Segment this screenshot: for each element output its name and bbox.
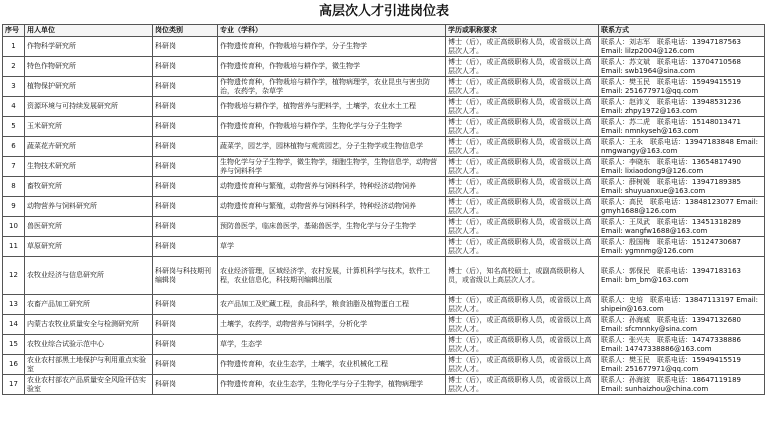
cell-contact: 联系人：苏二虎 联系电话：15148013471 Email: nmnkyseh@163.com (599, 117, 765, 137)
cell-no: 1 (3, 37, 25, 57)
table-row (3, 137, 765, 157)
table-row (3, 355, 765, 375)
cell-category: 科研岗 (153, 97, 218, 117)
cell-major: 动物遗传育种与繁殖，动物营养与饲料科学，特种经济动物饲养 (218, 197, 446, 217)
cell-major: 农业经济管理，区域经济学，农村发展，计算机科学与技术，软件工程，农业信息化，科技期刊编辑出版 (218, 257, 446, 295)
table-row (3, 57, 765, 77)
cell-major: 生物化学与分子生物学，微生物学，细胞生物学，生物信息学，动物营养与饲料科学 (218, 157, 446, 177)
cell-education: 博士（后），或正高级职称人员，或省级以上高层次人才。 (446, 177, 599, 197)
cell-unit: 草原研究所 (25, 237, 153, 257)
cell-category: 科研岗 (153, 157, 218, 177)
table-row (3, 37, 765, 57)
cell-education: 博士（后），或正高级职称人员，或省级以上高层次人才。 (446, 117, 599, 137)
cell-unit: 畜牧研究所 (25, 177, 153, 197)
cell-education: 博士（后），或正高级职称人员，或省级以上高层次人才。 (446, 197, 599, 217)
cell-unit: 特色作物研究所 (25, 57, 153, 77)
cell-category: 科研岗 (153, 117, 218, 137)
cell-category: 科研岗 (153, 295, 218, 315)
cell-no: 15 (3, 335, 25, 355)
header-contact: 联系方式 (599, 25, 765, 37)
cell-no: 14 (3, 315, 25, 335)
cell-education: 博士（后），知名高校硕士，或副高级职称人员，或省级以上高层次人才。 (446, 257, 599, 295)
cell-major: 作物遗传育种，农业生态学，土壤学，农业机械化工程 (218, 355, 446, 375)
cell-unit: 生物技术研究所 (25, 157, 153, 177)
cell-unit: 农畜产品加工研究所 (25, 295, 153, 315)
cell-contact: 联系人：樊玉民 联系电话：15949415519 Email: 251677971@qq.com (599, 77, 765, 97)
cell-category: 科研岗 (153, 57, 218, 77)
cell-no: 2 (3, 57, 25, 77)
cell-contact: 联系人：殷国梅 联系电话：15124730687 Email: ygmnmg@126.com (599, 237, 765, 257)
cell-category: 科研岗 (153, 335, 218, 355)
cell-no: 6 (3, 137, 25, 157)
cell-category: 科研岗 (153, 197, 218, 217)
cell-no: 4 (3, 97, 25, 117)
cell-unit: 作物科学研究所 (25, 37, 153, 57)
cell-unit: 资源环境与可持续发展研究所 (25, 97, 153, 117)
cell-no: 8 (3, 177, 25, 197)
table-row (3, 117, 765, 137)
table-header-row (3, 25, 765, 37)
table-body (3, 37, 765, 395)
cell-category: 科研岗 (153, 77, 218, 97)
cell-education: 博士（后），或正高级职称人员，或省级以上高层次人才。 (446, 355, 599, 375)
header-education: 学历或职称要求 (446, 25, 599, 37)
cell-no: 9 (3, 197, 25, 217)
cell-no: 13 (3, 295, 25, 315)
cell-unit: 农业农村部黑土地保护与利用重点实验室 (25, 355, 153, 375)
cell-no: 17 (3, 375, 25, 395)
cell-unit: 兽医研究所 (25, 217, 153, 237)
cell-unit: 农牧业综合试验示范中心 (25, 335, 153, 355)
cell-education: 博士（后），或正高级职称人员，或省级以上高层次人才。 (446, 237, 599, 257)
cell-category: 科研岗 (153, 37, 218, 57)
cell-major: 作物遗传育种，作物栽培与耕作学，植物病理学，农业昆虫与害虫防治，农药学，杂草学 (218, 77, 446, 97)
cell-major: 蔬菜学，园艺学，园林植物与观赏园艺，分子生物学或生物信息学 (218, 137, 446, 157)
table-row (3, 197, 765, 217)
cell-education: 博士（后），或正高级职称人员，或省级以上高层次人才。 (446, 217, 599, 237)
cell-education: 博士（后），或正高级职称人员，或省级以上高层次人才。 (446, 97, 599, 117)
cell-education: 博士（后），或正高级职称人员，或省级以上高层次人才。 (446, 157, 599, 177)
table-row (3, 157, 765, 177)
header-no: 序号 (3, 25, 25, 37)
cell-education: 博士（后），或正高级职称人员，或省级以上高层次人才。 (446, 335, 599, 355)
cell-major: 动物遗传育种与繁殖，动物营养与饲料科学，特种经济动物饲养 (218, 177, 446, 197)
cell-education: 博士（后），或正高级职称人员，或省级以上高层次人才。 (446, 315, 599, 335)
cell-no: 11 (3, 237, 25, 257)
cell-education: 博士（后），或正高级职称人员，或省级以上高层次人才。 (446, 137, 599, 157)
table-row (3, 217, 765, 237)
table-row (3, 295, 765, 315)
table-row (3, 257, 765, 295)
cell-category: 科研岗 (153, 355, 218, 375)
cell-contact: 联系人：樊玉民 联系电话：15949415519 Email: 251677971@qq.com (599, 355, 765, 375)
cell-major: 农产品加工及贮藏工程，食品科学，粮食油脂及植物蛋白工程 (218, 295, 446, 315)
cell-unit: 内蒙古农牧业质量安全与检测研究所 (25, 315, 153, 335)
cell-contact: 联系人：薛树媛 联系电话：13947189385 Email: shuyuanxue@163.com (599, 177, 765, 197)
table-row (3, 335, 765, 355)
cell-major: 作物遗传育种，作物栽培与耕作学，生物化学与分子生物学 (218, 117, 446, 137)
table-row (3, 97, 765, 117)
cell-unit: 玉米研究所 (25, 117, 153, 137)
cell-major: 作物遗传育种，作物栽培与耕作学，分子生物学 (218, 37, 446, 57)
cell-unit: 蔬菜花卉研究所 (25, 137, 153, 157)
cell-category: 科研岗 (153, 177, 218, 197)
cell-contact: 联系人：郭保民 联系电话：13947183163 Email: bm_bm@163.com (599, 257, 765, 295)
cell-major: 预防兽医学，临床兽医学，基础兽医学，生物化学与分子生物学 (218, 217, 446, 237)
cell-education: 博士（后），或正高级职称人员，或省级以上高层次人才。 (446, 57, 599, 77)
cell-category: 科研岗 (153, 137, 218, 157)
cell-contact: 联系人：史培 联系电话：13847113197 Email: shipein@163.com (599, 295, 765, 315)
cell-contact: 联系人：苏文斌 联系电话：13704710568 Email: swb1964@sina.com (599, 57, 765, 77)
cell-major: 土壤学，农药学，动物营养与饲料学，分析化学 (218, 315, 446, 335)
cell-category: 科研岗与科技期刊编辑岗 (153, 257, 218, 295)
cell-education: 博士（后），或正高级职称人员，或省级以上高层次人才。 (446, 77, 599, 97)
cell-major: 草学 (218, 237, 446, 257)
cell-major: 作物遗传育种，作物栽培与耕作学，微生物学 (218, 57, 446, 77)
cell-unit: 动物营养与饲料研究所 (25, 197, 153, 217)
page-title: 高层次人才引进岗位表 (318, 4, 449, 19)
cell-contact: 联系人：李晓东 联系电话：13654817490 Email: lixiaodong9@126.com (599, 157, 765, 177)
cell-major: 草学，生态学 (218, 335, 446, 355)
header-unit: 用人单位 (25, 25, 153, 37)
cell-category: 科研岗 (153, 237, 218, 257)
cell-no: 12 (3, 257, 25, 295)
cell-unit: 植物保护研究所 (25, 77, 153, 97)
cell-unit: 农牧业经济与信息研究所 (25, 257, 153, 295)
cell-no: 16 (3, 355, 25, 375)
cell-no: 10 (3, 217, 25, 237)
cell-category: 科研岗 (153, 315, 218, 335)
table-row (3, 77, 765, 97)
cell-major: 作物栽培与耕作学，植物营养与肥料学，土壤学，农业水土工程 (218, 97, 446, 117)
cell-no: 7 (3, 157, 25, 177)
positions-table (2, 24, 765, 395)
cell-category: 科研岗 (153, 217, 218, 237)
cell-education: 博士（后），或正高级职称人员，或省级以上高层次人才。 (446, 37, 599, 57)
cell-contact: 联系人：刘志军 联系电话：13947187563 Email: lilzp2004@126.com (599, 37, 765, 57)
cell-contact: 联系人：孙海威 联系电话：13947132680 Email: sfcmnnky@sina.com (599, 315, 765, 335)
cell-contact: 联系人：赵沛义 联系电话：13948531236 Email: zhpy1972@163.com (599, 97, 765, 117)
header-category: 岗位类别 (153, 25, 218, 37)
cell-contact: 联系人：王凤武 联系电话：13451318289 Email: wangfw1688@163.com (599, 217, 765, 237)
cell-contact: 联系人：孙海波 联系电话：18647119189 Email: sunhaizhou@china.com (599, 375, 765, 395)
cell-education: 博士（后），或正高级职称人员，或省级以上高层次人才。 (446, 295, 599, 315)
cell-major: 作物遗传育种，农业生态学，生物化学与分子生物学，植物病理学 (218, 375, 446, 395)
cell-category: 科研岗 (153, 375, 218, 395)
table-row (3, 375, 765, 395)
table-row (3, 237, 765, 257)
cell-contact: 联系人：张兴夫 联系电话：14747338886 Email: 14747338886@163.com (599, 335, 765, 355)
cell-no: 3 (3, 77, 25, 97)
cell-contact: 联系人：王永 联系电话：13947183848 Email: nmgwangy@163.com (599, 137, 765, 157)
cell-unit: 农业农村部农产品质量安全风险评估实验室 (25, 375, 153, 395)
table-row (3, 177, 765, 197)
header-major: 专业（学科） (218, 25, 446, 37)
cell-no: 5 (3, 117, 25, 137)
table-row (3, 315, 765, 335)
cell-contact: 联系人：高民 联系电话：13848123077 Email: gmyh1688@126.com (599, 197, 765, 217)
cell-education: 博士（后），或正高级职称人员，或省级以上高层次人才。 (446, 375, 599, 395)
